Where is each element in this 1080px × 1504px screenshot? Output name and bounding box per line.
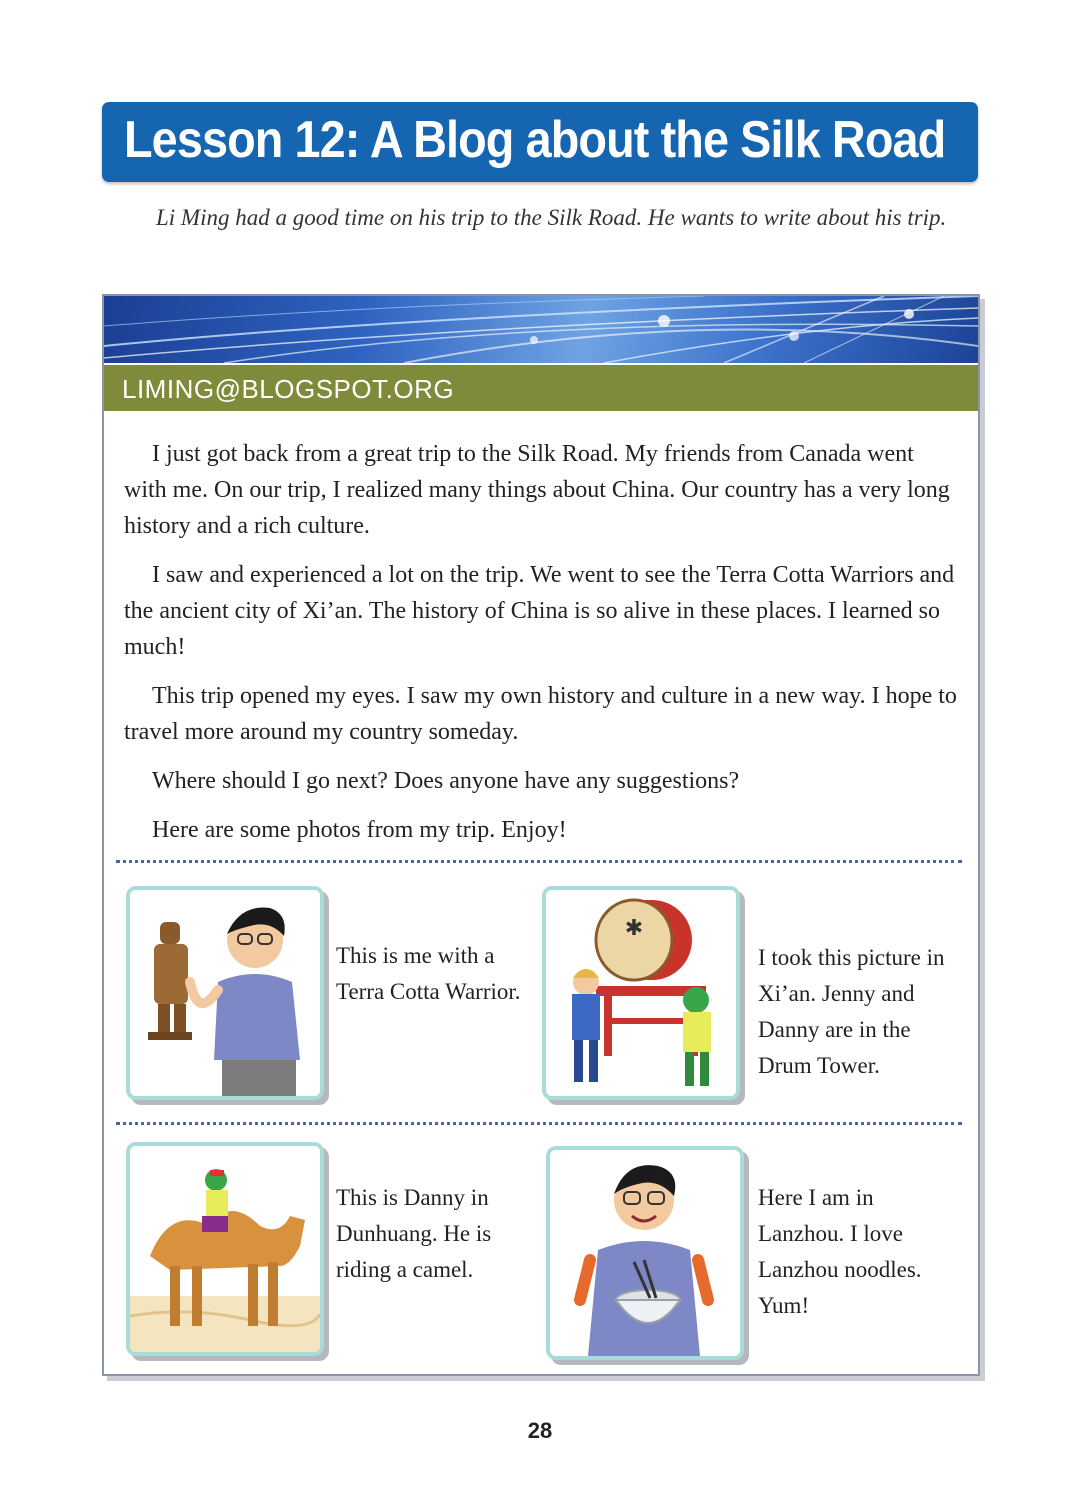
photo-terra-cotta [126,886,324,1100]
blog-email: LIMING@BLOGSPOT.ORG [122,374,455,404]
photo-noodles [546,1146,744,1360]
blog-post-body [124,436,960,861]
photo-divider [116,860,962,863]
photo-caption: This is Danny in Dunhuang. He is riding a camel. [336,1185,492,1282]
lesson-title: Lesson 12: A Blog about the Silk Road [124,111,946,169]
lesson-title-bar [102,102,978,182]
post-paragraph: I saw and experienced a lot on the trip. We went to see the Terra Cotta Warriors and the ancient city of Xi’an. The history of China is so alive in these places. I learned so much! [124,562,955,660]
post-paragraph: This trip opened my eyes. I saw my own history and culture in a new way. I hope to travel more around my country someday. [124,683,957,745]
photo-drum-tower [542,886,740,1100]
photo-caption: Here I am in Lanzhou. I love Lanzhou noodles. Yum! [758,1185,922,1318]
photo-camel [126,1142,324,1356]
lesson-intro: Li Ming had a good time on his trip to the Silk Road. He wants to write about his trip. [156,205,947,230]
photo-caption: I took this picture in Xi’an. Jenny and Danny are in the Drum Tower. [758,945,945,1078]
photo-caption: This is me with a Terra Cotta Warrior. [336,943,521,1004]
post-paragraph: Where should I go next? Does anyone have any suggestions? [152,768,740,794]
blog-post-panel [102,294,980,1376]
page-number: 28 [527,1418,553,1443]
svg-text:✱: ✱ [624,916,644,941]
photo-divider [116,1122,962,1125]
post-paragraph: Here are some photos from my trip. Enjoy! [152,817,567,843]
blog-banner [104,296,978,363]
post-paragraph: I just got back from a great trip to the Silk Road. My friends from Canada went with me. On our trip, I realized many things about China. Our country has a very long history and a rich culture. [124,441,950,539]
blog-email-bar [104,365,978,411]
